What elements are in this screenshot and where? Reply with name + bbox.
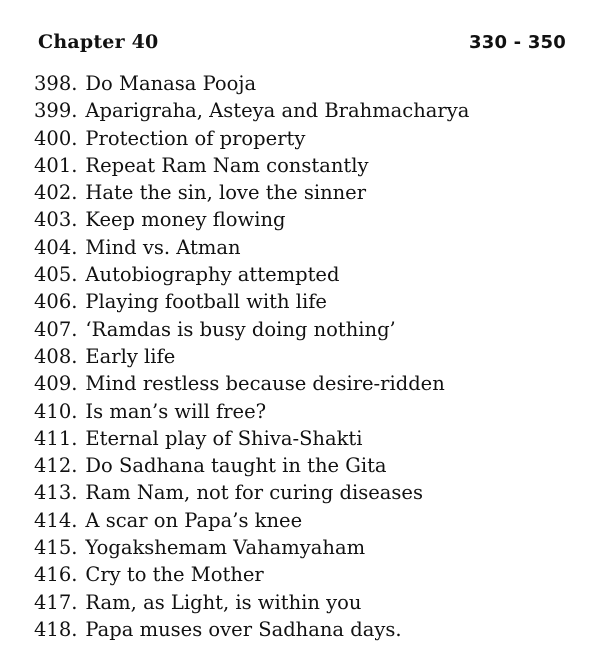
item-number: 410. xyxy=(34,399,78,423)
chapter-header xyxy=(38,28,566,56)
item-title: Do Manasa Pooja xyxy=(85,72,257,95)
contents-item xyxy=(34,534,574,561)
item-title: Mind vs. Atman xyxy=(85,235,241,259)
contents-item xyxy=(34,370,574,397)
chapter-page-range: 330 - 350 xyxy=(469,31,566,53)
contents-item xyxy=(34,97,574,124)
item-number: 401. xyxy=(34,153,78,177)
contents-item xyxy=(34,398,574,425)
contents-item xyxy=(34,343,574,370)
item-number: 403. xyxy=(34,208,78,232)
item-title: Papa muses over Sadhana days. xyxy=(85,617,402,641)
item-number: 415. xyxy=(34,536,78,560)
item-title: Ram, as Light, is within you xyxy=(85,590,362,614)
contents-item xyxy=(34,425,574,452)
contents-item xyxy=(34,179,574,206)
item-title: Eternal play of Shiva-Shakti xyxy=(85,426,363,450)
contents-item xyxy=(34,70,574,97)
item-title: ‘Ramdas is busy doing nothing’ xyxy=(85,317,396,341)
item-number: 416. xyxy=(34,563,78,587)
item-number: 407. xyxy=(34,317,78,341)
item-title: Yogakshemam Vahamyaham xyxy=(85,536,366,560)
item-number: 406. xyxy=(34,290,78,314)
item-number: 412. xyxy=(34,454,78,478)
item-number: 400. xyxy=(34,126,78,150)
item-number: 404. xyxy=(34,235,78,259)
item-number: 405. xyxy=(34,263,78,287)
item-title: Playing football with life xyxy=(85,290,327,314)
item-number: 398. xyxy=(34,72,78,95)
item-number: 417. xyxy=(34,590,78,614)
item-title: Ram Nam, not for curing diseases xyxy=(85,481,423,505)
item-title: Repeat Ram Nam constantly xyxy=(85,153,369,177)
contents-item xyxy=(34,507,574,534)
contents-item xyxy=(34,288,574,315)
item-number: 418. xyxy=(34,617,78,641)
contents-item xyxy=(34,234,574,261)
item-title: Keep money flowing xyxy=(85,208,286,232)
item-title: Hate the sin, love the sinner xyxy=(85,181,367,205)
contents-item xyxy=(34,206,574,233)
item-number: 408. xyxy=(34,344,78,368)
item-number: 399. xyxy=(34,99,78,123)
item-title: Do Sadhana taught in the Gita xyxy=(85,454,387,478)
item-title: Autobiography attempted xyxy=(85,263,340,287)
chapter-title: Chapter 40 xyxy=(38,31,159,53)
item-title: Is man’s will free? xyxy=(85,399,267,423)
contents-item xyxy=(34,261,574,288)
item-title: Mind restless because desire-ridden xyxy=(85,372,445,396)
contents-item xyxy=(34,452,574,479)
item-number: 409. xyxy=(34,372,78,396)
contents-item xyxy=(34,152,574,179)
contents-item xyxy=(34,561,574,588)
item-number: 414. xyxy=(34,508,78,532)
contents-item xyxy=(34,479,574,506)
contents-item xyxy=(34,589,574,616)
item-title: Aparigraha, Asteya and Brahmacharya xyxy=(85,99,470,123)
contents-item xyxy=(34,125,574,152)
contents-list xyxy=(34,70,574,643)
item-title: A scar on Papa’s knee xyxy=(85,508,303,532)
item-number: 411. xyxy=(34,426,78,450)
item-title: Protection of property xyxy=(85,126,306,150)
item-title: Cry to the Mother xyxy=(85,563,264,587)
item-number: 413. xyxy=(34,481,78,505)
item-title: Early life xyxy=(85,344,176,368)
contents-item xyxy=(34,316,574,343)
item-number: 402. xyxy=(34,181,78,205)
contents-item xyxy=(34,616,574,643)
